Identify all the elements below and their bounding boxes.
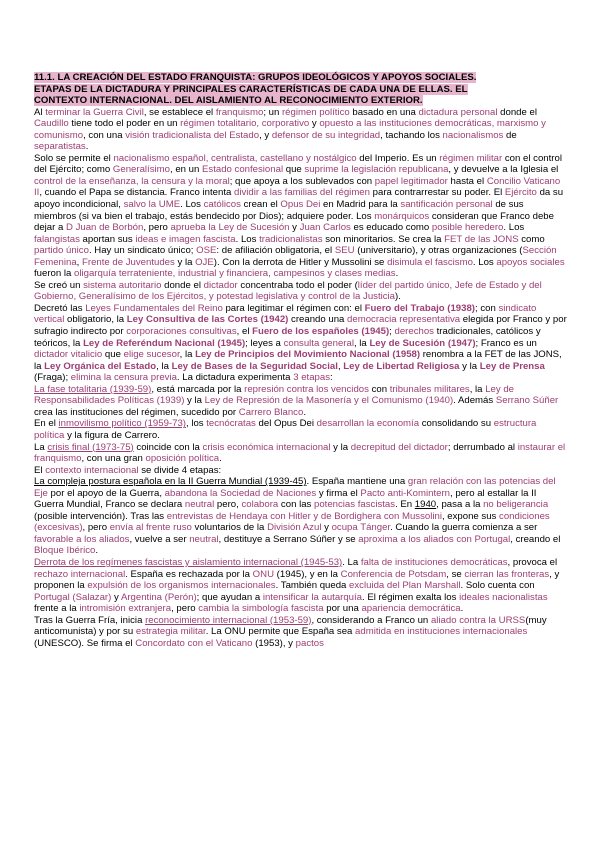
highlighted-term: sindicato vertical	[34, 302, 537, 326]
paragraph	[34, 107, 568, 153]
highlighted-term: aliado contra la URSS	[430, 614, 526, 626]
text-run: del Opus Dei	[255, 418, 317, 430]
highlighted-term: Estado confesional	[202, 164, 284, 176]
text-run: (posible intervención). Tras las	[34, 510, 167, 522]
highlighted-term: D Juan de Borbón	[66, 222, 144, 234]
text-run: ).	[395, 291, 401, 303]
highlighted-term: Leyes Fundamentales del Reino	[85, 302, 223, 314]
text-run: Solo se permite el	[34, 152, 114, 164]
text-run: ;	[389, 326, 395, 338]
highlighted-term: desarrollan la economía	[316, 418, 420, 430]
text-run: y la	[330, 441, 351, 453]
highlighted-term: Juan Carlos	[299, 222, 351, 234]
text-run: donde el	[161, 279, 204, 291]
highlighted-term: Ley de Referéndum Nacional (1945)	[83, 337, 246, 349]
highlighted-term: Ley de Bases de la Seguridad Social	[171, 360, 338, 372]
text-run: , considerando a Franco un	[311, 614, 431, 626]
highlighted-term: entrevistas de Hendaya con Hitler y de Bordighera con Mussolini	[166, 510, 442, 522]
highlighted-term: corporaciones consultivas	[126, 326, 237, 338]
text-run: por el apoyo de la Guerra,	[47, 487, 165, 499]
highlighted-term: monárquicos	[374, 210, 430, 222]
highlighted-term: favorable a los aliados	[34, 533, 130, 545]
highlighted-term: excluida del Plan Marshall	[349, 580, 461, 592]
text-run: del Imperio. Es un	[356, 152, 440, 164]
text-run: Tras la Guerra Fría, inicia	[34, 614, 146, 626]
highlighted-term: Sección Femenina	[34, 245, 557, 268]
highlighted-term: pactos	[295, 637, 324, 649]
highlighted-term: Concilio Vaticano II	[34, 175, 561, 199]
highlighted-term: no beligerancia	[483, 499, 549, 511]
title-line: ETAPAS DE LA DICTADURA Y PRINCIPALES CARACTERÍSTICAS DE CADA UNA DE ELLAS. EL	[34, 83, 468, 95]
text-run: es educado como	[350, 222, 432, 234]
text-run: crean el	[240, 199, 281, 211]
text-run: . También queda	[275, 580, 350, 592]
highlighted-term: aproxima a los aliados con Portugal	[358, 533, 511, 545]
text-run: pero,	[214, 499, 242, 511]
text-run: . Además	[453, 395, 496, 407]
text-run: ; con	[475, 302, 499, 314]
highlighted-term: régimen político	[281, 106, 350, 118]
text-run: , con una gran	[81, 453, 146, 465]
text-run: concentraba todo el poder (	[237, 279, 358, 291]
highlighted-term: católicos	[203, 199, 241, 211]
text-run: , cuando el Papa se distancia. Franco intenta	[39, 187, 235, 199]
text-run: ; un	[263, 106, 282, 118]
highlighted-term: apariencia democrática	[361, 603, 461, 615]
text-run: en Madrid para la	[320, 199, 401, 211]
text-run: y	[289, 222, 300, 234]
highlighted-term: ideales nacionalistas	[459, 591, 548, 603]
highlighted-term: envía al frente ruso	[109, 522, 192, 534]
highlighted-term: colabora	[241, 499, 279, 511]
text-run: hasta el	[447, 175, 487, 187]
highlighted-term: apoyos sociales	[496, 256, 565, 268]
text-run: elegida por Franco y por sufragio indirecto por	[34, 314, 567, 338]
text-run: .	[219, 453, 222, 465]
highlighted-term: División Azul	[267, 522, 322, 534]
text-run: y	[321, 522, 332, 534]
text-run: Decretó las	[34, 302, 86, 314]
text-run: y la	[174, 256, 196, 268]
text-run: . España es rechazada por la	[125, 568, 253, 580]
highlighted-term: Ejército	[504, 187, 537, 199]
highlighted-term: expulsión de los organismos internacionales	[87, 580, 276, 592]
highlighted-term: Ley Consultiva de las Cortes (1942)	[126, 314, 289, 326]
highlighted-term: régimen totalitario, corporativo	[180, 118, 310, 130]
text-run: frente a la	[34, 603, 80, 615]
text-run: para legitimar el régimen con: el	[222, 302, 365, 314]
paragraph	[34, 476, 568, 557]
highlighted-term: consulta general	[283, 337, 354, 349]
highlighted-term: Conferencia de Potsdam	[340, 568, 447, 580]
text-run: , el	[236, 326, 253, 338]
text-run: :	[330, 372, 333, 384]
text-run: , está marcada por la	[151, 383, 245, 395]
text-run: que	[102, 349, 124, 361]
text-run: , la	[353, 337, 370, 349]
paragraph	[34, 418, 568, 441]
highlighted-term: Serrano Súñer	[495, 395, 559, 407]
text-run: . El régimen exalta los	[362, 591, 460, 603]
highlighted-term: elige sucesor	[123, 349, 180, 361]
highlighted-term: sistema autoritario	[83, 279, 162, 291]
document-page	[34, 72, 568, 649]
highlighted-term: aprueba la Ley de Sucesión	[170, 222, 290, 234]
highlighted-term: nacionalismos	[442, 129, 504, 141]
highlighted-term: disimula el fascismo	[387, 256, 473, 268]
text-run: obligatorio, la	[64, 314, 127, 326]
text-run: Al	[34, 106, 46, 118]
highlighted-term: estructura política	[34, 418, 537, 441]
text-run: En el	[34, 418, 59, 430]
highlighted-term: opuesto a las instituciones democráticas, marxismo y comunismo	[34, 118, 546, 141]
highlighted-term: salvo la UME	[123, 199, 181, 211]
highlighted-term: OJE	[195, 256, 214, 268]
highlighted-term: La compleja postura española en la II Guerra Mundial (1939-45)	[34, 476, 307, 488]
text-run: .	[303, 406, 306, 418]
text-run: . La dictadura experimenta	[176, 372, 294, 384]
text-run: consolidando su	[419, 418, 494, 430]
text-run: . Los	[503, 222, 525, 234]
highlighted-term: Portugal (Salazar)	[34, 591, 112, 603]
text-run: de sus miembros (si va bien el trabajo, estás bendecido por Dios); adquiere poder. Los	[34, 199, 524, 222]
highlighted-term: Ley de Sucesión (1947)	[369, 337, 476, 349]
text-run: . Solo cuenta con	[460, 580, 535, 592]
text-run: y la	[184, 395, 205, 407]
text-run: Se creó un	[34, 279, 84, 291]
highlighted-term: Pacto anti-Komintern	[360, 487, 451, 499]
text-run: con el control del Ejército; como	[34, 152, 562, 176]
highlighted-term: admitida en instituciones internacionales	[355, 626, 528, 638]
text-run: (universitario), y otras organizaciones (	[354, 245, 523, 257]
highlighted-term: visión tradicionalista del Estado	[125, 129, 260, 141]
paragraph	[34, 303, 568, 384]
highlighted-term: nacionalismo español, centralista, castellano y nostálgico	[113, 152, 357, 164]
text-run: .	[395, 268, 399, 280]
text-run: tiene todo el poder en un	[68, 118, 181, 130]
text-run: .	[95, 545, 99, 557]
highlighted-term: abandona la Sociedad de Naciones	[164, 487, 317, 499]
highlighted-term: reconocimiento internacional (1953-59)	[145, 614, 312, 626]
text-run: , destituye a Serrano Súñer y se	[218, 533, 359, 545]
paragraph	[34, 557, 568, 615]
text-run: (1945), y en la	[274, 568, 341, 580]
text-run: de	[503, 129, 517, 141]
highlighted-term: dictador vitalicio	[34, 349, 103, 361]
text-run: . Los	[180, 199, 204, 211]
highlighted-term: control de la enseñanza, la censura y la moral	[34, 175, 230, 187]
highlighted-term: Frente de Juventudes	[82, 256, 175, 268]
highlighted-term: posible heredero	[431, 222, 504, 234]
text-run: (UNESCO). Se firma el	[34, 637, 136, 649]
highlighted-term: terminar la Guerra Civil	[45, 106, 144, 118]
text-run: como	[518, 233, 545, 245]
text-run: basado en una	[349, 106, 419, 118]
paragraph	[34, 442, 568, 465]
highlighted-term: 1940	[414, 499, 437, 511]
text-run: con	[368, 383, 390, 395]
highlighted-term: instaurar el franquismo	[34, 441, 566, 465]
text-run: aportan sus	[79, 233, 136, 245]
text-run: crea las instituciones del régimen, sucedido por	[34, 406, 239, 418]
paragraph	[34, 153, 568, 280]
text-run: ; derrumbado al	[447, 441, 518, 453]
text-run: , con una	[83, 129, 126, 141]
text-run: , provoca el	[507, 556, 558, 568]
text-run: (muy anticomunista) y por su	[34, 614, 547, 638]
highlighted-term: decrepitud del dictador	[350, 441, 448, 453]
highlighted-term: democracia representativa	[347, 314, 461, 326]
text-run: .	[460, 603, 464, 615]
text-run: . España mantiene una	[306, 476, 408, 488]
text-run: . Hay un sindicato único;	[88, 245, 197, 257]
highlighted-term: OSE	[196, 245, 217, 257]
highlighted-term: partido único	[34, 245, 89, 257]
text-run: , y devuelve a la Iglesia el	[448, 164, 559, 176]
highlighted-term: inmovilismo político (1959-73)	[58, 418, 186, 430]
highlighted-term: elimina la censura previa	[70, 372, 177, 384]
highlighted-term: cierran las fronteras	[464, 568, 550, 580]
body-text	[34, 107, 568, 650]
highlighted-term: contexto internacional	[45, 464, 139, 476]
highlighted-term: Argentina (Perón)	[120, 591, 197, 603]
highlighted-term: separatistas	[34, 141, 86, 153]
highlighted-term: cambia la simbología fascista	[198, 603, 324, 615]
highlighted-term: papel legitimador	[374, 175, 448, 187]
text-run: , pero	[143, 222, 171, 234]
text-run: , se	[446, 568, 465, 580]
text-run: y la	[459, 360, 480, 372]
highlighted-term: falangistas	[34, 233, 80, 245]
paragraph	[34, 384, 568, 419]
text-run: y	[111, 591, 121, 603]
text-run: . En	[395, 499, 415, 511]
highlighted-term: Ley Orgánica del Estado	[44, 360, 157, 372]
text-run: (1953), y	[252, 637, 296, 649]
text-run: fueron la	[34, 268, 75, 280]
text-run: . La ONU permite que España sea	[205, 626, 356, 638]
highlighted-term: dividir a las familias del régimen	[234, 187, 370, 199]
highlighted-term: crisis económica internacional	[202, 441, 331, 453]
highlighted-term: La fase totalitaria (1939-59)	[34, 383, 152, 395]
text-run: . Cuando la guerra comienza a ser	[390, 522, 538, 534]
text-run: , creando el	[510, 533, 561, 545]
text-run: , la	[469, 383, 486, 395]
text-run: y la figura de Carrero.	[64, 429, 160, 441]
text-run: con las	[278, 499, 314, 511]
highlighted-term: Ley de Responsabilidades Políticas (1939)	[34, 383, 514, 407]
highlighted-term: Ley de Represión de la Masonería y el Comunismo (1940)	[204, 395, 454, 407]
highlighted-term: ONU	[252, 568, 274, 580]
text-run: , pasa a la	[436, 499, 484, 511]
highlighted-term: ocupa Tánger	[331, 522, 391, 534]
highlighted-term: dictador	[203, 279, 238, 291]
text-run: y firma el	[316, 487, 361, 499]
highlighted-term: FET de las JONS	[444, 233, 519, 245]
highlighted-term: oligarquía terrateniente, industrial y financiera, campesinos y clases medias	[74, 268, 396, 280]
text-run: . Los	[472, 256, 497, 268]
highlighted-term: crisis final (1973-75)	[47, 441, 134, 453]
highlighted-term: condiciones (excesivas)	[34, 510, 550, 534]
text-run: ; que apoya a los sublevados con	[229, 175, 375, 187]
text-run: son minoritarios. Se crea la	[322, 233, 445, 245]
text-run: , pero	[82, 522, 110, 534]
text-run: , pero	[171, 603, 199, 615]
text-run: .	[85, 141, 89, 153]
text-run: tradicionales, católicos y teóricos, la	[34, 326, 541, 349]
text-run: ; que ayudan a	[196, 591, 263, 603]
paragraph	[34, 280, 568, 303]
highlighted-term: intromisión extranjera	[79, 603, 172, 615]
highlighted-term: Ley de Prensa	[479, 360, 545, 372]
highlighted-term: Ley de Principios del Movimiento Nacional (1958)	[195, 349, 421, 361]
text-run: El	[34, 464, 46, 476]
section-title	[34, 72, 568, 107]
text-run: se divide 4 etapas:	[138, 464, 222, 476]
highlighted-term: intensificar la autarquía	[262, 591, 363, 603]
text-run: . Los	[235, 233, 260, 245]
highlighted-term: Fuero de los españoles (1945)	[252, 326, 390, 338]
highlighted-term: falta de instituciones democráticas	[360, 556, 508, 568]
text-run: renombra a la FET de las JONS, la	[34, 349, 562, 372]
title-line: 11.1. LA CREACIÓN DEL ESTADO FRANQUISTA: GRUPOS IDEOLÓGICOS Y APOYOS SOCIALES.	[34, 72, 477, 83]
text-run: , la	[179, 349, 196, 361]
text-run: : de afiliación obligatoria, el	[216, 245, 335, 257]
highlighted-term: ideas e imagen fascista	[135, 233, 236, 245]
text-run: ). Con la derrota de Hitler y Mussolini se	[213, 256, 388, 268]
highlighted-term: Caudillo	[34, 118, 69, 130]
highlighted-term: potencias fascistas	[314, 499, 396, 511]
highlighted-term: líder del partido único, Jefe de Estado y del Gobierno, Generalísimo de los Ejércitos, y potestad legislativa y control de la Justicia	[34, 279, 542, 303]
highlighted-term: represión contra los vencidos	[244, 383, 369, 395]
title-line: CONTEXTO INTERNACIONAL. DEL AISLAMIENTO AL RECONOCIMIENTO EXTERIOR.	[34, 95, 423, 107]
text-run: creando una	[288, 314, 348, 326]
highlighted-term: franquismo	[215, 106, 264, 118]
text-run: para contrarrestar su poder. El	[369, 187, 505, 199]
highlighted-term: oposición política	[145, 453, 220, 465]
highlighted-term: suprime la legislación republicana	[304, 164, 449, 176]
highlighted-term: Opus Dei	[280, 199, 321, 211]
highlighted-term: Fuero del Trabajo (1938)	[364, 302, 476, 314]
text-run: consideran que Franco debe dejar a	[34, 210, 554, 234]
text-run: ,	[337, 360, 344, 372]
text-run: , vuelve a ser	[129, 533, 190, 545]
highlighted-term: Bloque Ibérico	[34, 545, 96, 557]
text-run: da su apoyo incondicional,	[34, 187, 564, 211]
text-run: La	[34, 441, 48, 453]
text-run: , y	[259, 129, 272, 141]
text-run: , pero al estallar la II Guerra Mundial, Franco se declara	[34, 487, 537, 511]
highlighted-term: derechos	[394, 326, 434, 338]
text-run: voluntarios de la	[191, 522, 268, 534]
highlighted-term: rechazo internacional	[34, 568, 126, 580]
highlighted-term: Carrero Blanco	[238, 406, 304, 418]
highlighted-term: régimen militar	[439, 152, 503, 164]
highlighted-term: Generalísimo	[112, 164, 170, 176]
highlighted-term: tradicionalistas	[259, 233, 323, 245]
text-run: y	[309, 118, 320, 130]
highlighted-term: neutral	[189, 533, 219, 545]
text-run: ; Franco es un	[475, 337, 537, 349]
text-run: , expone sus	[441, 510, 500, 522]
text-run: (Fraga);	[34, 372, 71, 384]
text-run: coincide con la	[133, 441, 203, 453]
text-run: , en un	[169, 164, 202, 176]
highlighted-term: gran relación con las potencias del Eje	[34, 476, 556, 499]
paragraph	[34, 465, 568, 477]
highlighted-term: tribunales militares	[389, 383, 470, 395]
text-run: , tachando los	[380, 129, 443, 141]
highlighted-term: dictadura personal	[418, 106, 498, 118]
highlighted-term: Ley de Libertad Religiosa	[343, 360, 460, 372]
highlighted-term: Concordato con el Vaticano	[135, 637, 253, 649]
text-run: , la	[156, 360, 172, 372]
text-run: ; leyes a	[245, 337, 284, 349]
text-run: . La	[342, 556, 361, 568]
paragraph	[34, 615, 568, 650]
highlighted-term: estrategia militar	[135, 626, 206, 638]
text-run: donde el	[497, 106, 537, 118]
text-run: que	[283, 164, 305, 176]
text-run: , los	[185, 418, 207, 430]
highlighted-term: defensor de su integridad	[271, 129, 381, 141]
highlighted-term: SEU	[334, 245, 355, 257]
text-run: , y proponen la	[34, 568, 560, 592]
highlighted-term: tecnócratas	[206, 418, 256, 430]
highlighted-term: Derrota de los regímenes fascistas y aislamiento internacional (1945-53)	[34, 556, 343, 568]
text-run: , se establece el	[143, 106, 216, 118]
highlighted-term: neutral	[184, 499, 215, 511]
text-run: ,	[76, 256, 83, 268]
text-run: por una	[323, 603, 362, 615]
highlighted-term: 3 etapas	[293, 372, 330, 384]
highlighted-term: santificación personal	[400, 199, 493, 211]
